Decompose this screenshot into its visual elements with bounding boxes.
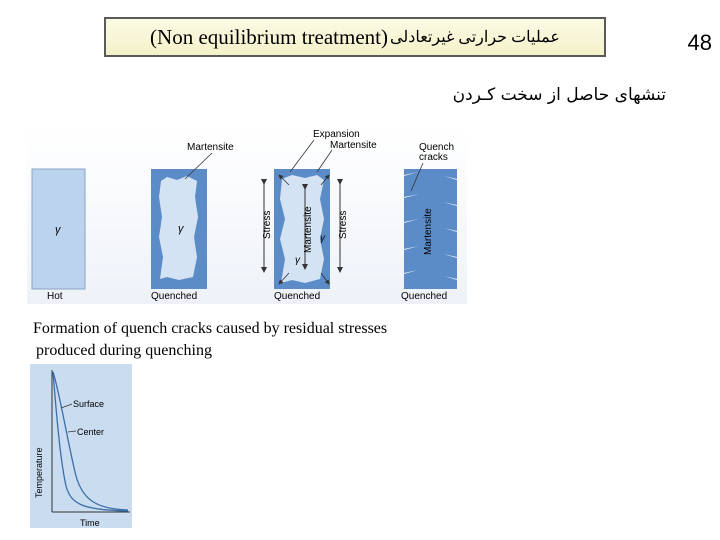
y-axis-label: Temperature — [34, 447, 44, 498]
bottom-label-quenched-1: Quenched — [151, 291, 198, 302]
expansion-label: Expansion — [313, 129, 360, 140]
expanded-core — [280, 175, 324, 283]
quench-label: Quench — [419, 142, 455, 153]
quench-cracks-figure — [27, 127, 467, 304]
gamma-label: γ — [295, 255, 300, 266]
center-label: Center — [77, 427, 105, 437]
stress-label-left: Stress — [262, 210, 273, 239]
slide-title — [104, 17, 606, 57]
expansion-martensite-label: Martensite — [330, 140, 377, 151]
martensite-vertical-label: Martensite — [423, 208, 434, 255]
cracks-label: cracks — [419, 152, 448, 163]
page-number: 48 — [687, 30, 712, 55]
section-subtitle: تنشهای حاصل از سخت کـردن — [452, 85, 666, 105]
title-english: (Non equilibrium treatment) — [150, 24, 388, 49]
cooling-curve-figure — [30, 364, 132, 528]
gamma-label: γ — [55, 224, 61, 236]
bottom-label-quenched-2: Quenched — [274, 291, 321, 302]
figure-caption — [33, 318, 387, 362]
martensite-vertical-label: Martensite — [303, 206, 314, 253]
title-persian: عملیات حرارتی غیرتعادلی — [389, 29, 560, 46]
surface-label: Surface — [73, 399, 105, 409]
bottom-label-hot: Hot — [47, 291, 63, 302]
bottom-label-quenched-3: Quenched — [401, 291, 448, 302]
x-axis-label: Time — [80, 518, 100, 528]
martensite-top-label: Martensite — [187, 142, 234, 153]
stress-label-right: Stress — [338, 210, 349, 239]
gamma-label: γ — [320, 233, 325, 244]
caption-line-2: produced during quenching — [36, 342, 212, 359]
gamma-label: γ — [178, 223, 184, 235]
caption-line-1: Formation of quench cracks caused by residual stresses — [33, 320, 388, 337]
